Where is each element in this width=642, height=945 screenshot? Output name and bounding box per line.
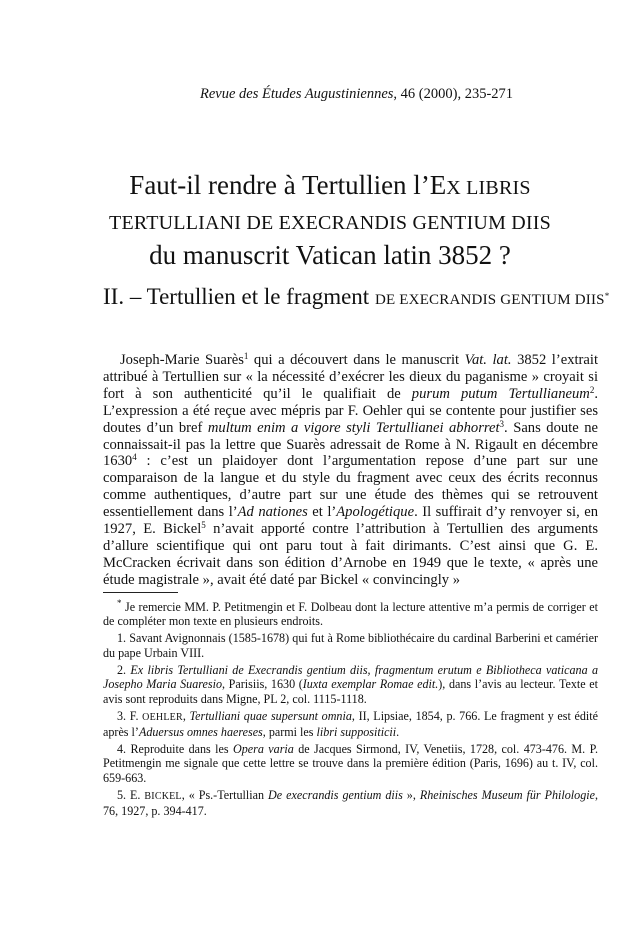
part-heading-smallcaps: DE EXECRANDIS GENTIUM DIIS — [374, 292, 605, 308]
text-run: 3. F. — [117, 708, 143, 723]
text-run: , 76, 1927, p. 394-417. — [103, 787, 599, 819]
body-paragraph — [103, 352, 598, 589]
text-run: 5. E. — [117, 787, 145, 802]
footnote-1: 1. Savant Avignonnais (1585-1678) qui fut à Rome bibliothécaire du cardinal Barberini et camérier du pape Urbain VIII. — [103, 631, 598, 660]
italic-run: Ex libris Tertulliani de Execrandis gentium diis, fragmentum erutum e Bibliotheca vaticana a Josepho Maria Suaresio — [103, 662, 599, 692]
text-run: . Il suffirait d’y renvoyer si, en 1927, E. Bickel — [103, 504, 598, 538]
text-run: , — [182, 708, 190, 723]
title-line-1-smallcaps: X LIBRIS — [446, 177, 531, 199]
part-heading-text: II. – Tertullien et le fragment — [103, 284, 375, 309]
footnote-ref-4[interactable]: 4 — [132, 452, 137, 463]
journal-citation: , 46 (2000), 235-271 — [393, 86, 514, 102]
text-run: . L’expression a été reçue avec mépris par F. Oehler qui se contente pour justifier ses doutes d’un bref — [103, 385, 598, 436]
title-line-1-text: Faut-il rendre à Tertullien l’E — [129, 170, 447, 200]
paragraph — [103, 352, 598, 589]
text-run: n’avait apporté contre l’attribution à Tertullien des arguments d’allure scientifique qui ont paru tout à fait dirimants. C’est ainsi que G. E. McCracken écrivait dans son édition d’Arnobe en 1949 que le texte, « après une étude magistrale », avait été daté par Bickel « convincingly » — [103, 521, 598, 588]
article-title-line-3: du manuscrit Vatican latin 3852 ? — [149, 240, 511, 270]
text-run: qui a découvert dans le manuscrit — [248, 352, 465, 368]
author-smallcaps: BICKEL — [144, 790, 182, 802]
text-run: : c’est un plaidoyer dont l’argumentation repose d’une part sur une comparaison de la langue et du style du fragment avec ceux des écrits reconnus comme authentiques, d’autre part sur une étude des thèmes qui se retrouvent essentiellement dans l’ — [103, 453, 598, 521]
text-run: 3852 l’extrait attribué à Tertullien sur « la nécessité d’exécrer les dieux du paganisme » croyait si fort à son authenticité qu’il le qualifiait de — [103, 352, 598, 402]
italic-run: Rheinisches Museum für Philologie — [419, 787, 595, 802]
italic-run: Vat. lat. — [464, 352, 512, 368]
text-run: 4. Reproduite dans les — [117, 742, 233, 757]
italic-run: Tertulliani quae supersunt omnia — [189, 708, 352, 723]
text-run: , II, Lipsiae, 1854, p. 766. Le fragment y est édité après l’ — [103, 708, 599, 740]
italic-run: libri suppositicii — [316, 725, 397, 740]
text-run: . — [396, 725, 400, 740]
text-run: de Jacques Sirmond, IV, Venetiis, 1728, col. 473-476. M. P. Petitmengin me signale que cette lettre se trouve dans la première édition (Paris, 1696) au t. IV, col. 659-663. — [103, 742, 598, 785]
text-run: 2. — [117, 662, 131, 677]
footnotes — [103, 600, 598, 821]
footnote-star — [103, 600, 598, 629]
article-title-line-1 — [60, 170, 600, 203]
journal-name: Revue des Études Augustiniennes — [200, 86, 394, 102]
text-run: et l’ — [307, 504, 337, 521]
title-line-2-smallcaps: TERTULLIANI DE EXECRANDIS GENTIUM DIIS — [109, 212, 551, 234]
italic-run: Opera varia — [233, 742, 294, 757]
running-header — [200, 86, 600, 102]
text-run: ), dans l’avis au lecteur. Texte et avis sont reproduits dans Migne, PL 2, col. 1115-1118. — [103, 677, 598, 706]
text-run: Je remercie MM. P. Petitmengin et F. Dolbeau dont la lecture attentive m’a permis de corriger et de compléter mon texte en plusieurs endroits. — [103, 600, 598, 629]
footnote-4 — [103, 742, 598, 785]
footnote-ref-1[interactable]: 1 — [243, 351, 249, 361]
italic-run: Iuxta exemplar Romae edit. — [302, 677, 439, 692]
text-run: , Parisiis, 1630 ( — [222, 677, 303, 692]
footnote-separator — [103, 592, 178, 593]
footnote-5 — [103, 788, 598, 819]
italic-run: multum enim a vigore styli Tertullianei abhorret — [207, 419, 500, 436]
article-title-line-2 — [60, 205, 600, 238]
footnote-ref-5[interactable]: 5 — [201, 520, 206, 531]
part-heading-note-mark: * — [604, 291, 610, 301]
text-run: , « Ps.-Tertullian — [181, 787, 269, 802]
italic-run: Ad nationes — [237, 504, 308, 521]
text-run: Joseph-Marie Suarès — [120, 352, 244, 368]
footnote-ref-3[interactable]: 3 — [499, 418, 505, 429]
text-run: », — [402, 787, 420, 802]
footnote-star-mark: * — [117, 598, 122, 608]
text-run: . Sans doute ne connaissait-il pas la lettre que Suarès adressait de Rome à N. Rigault en décembre 1630 — [103, 419, 598, 470]
part-heading — [103, 284, 623, 313]
text-run: , parmi les — [262, 725, 317, 740]
footnote-ref-2[interactable]: 2 — [589, 384, 595, 395]
footnote-2 — [103, 663, 598, 706]
italic-run: De execrandis gentium diis — [268, 787, 403, 802]
italic-run: Aduersus omnes haereses — [138, 725, 263, 740]
author-smallcaps: OEHLER — [142, 711, 183, 723]
italic-run: Apologétique — [336, 504, 415, 521]
footnote-3 — [103, 709, 598, 740]
italic-run: purum putum Tertullianeum — [411, 385, 590, 402]
